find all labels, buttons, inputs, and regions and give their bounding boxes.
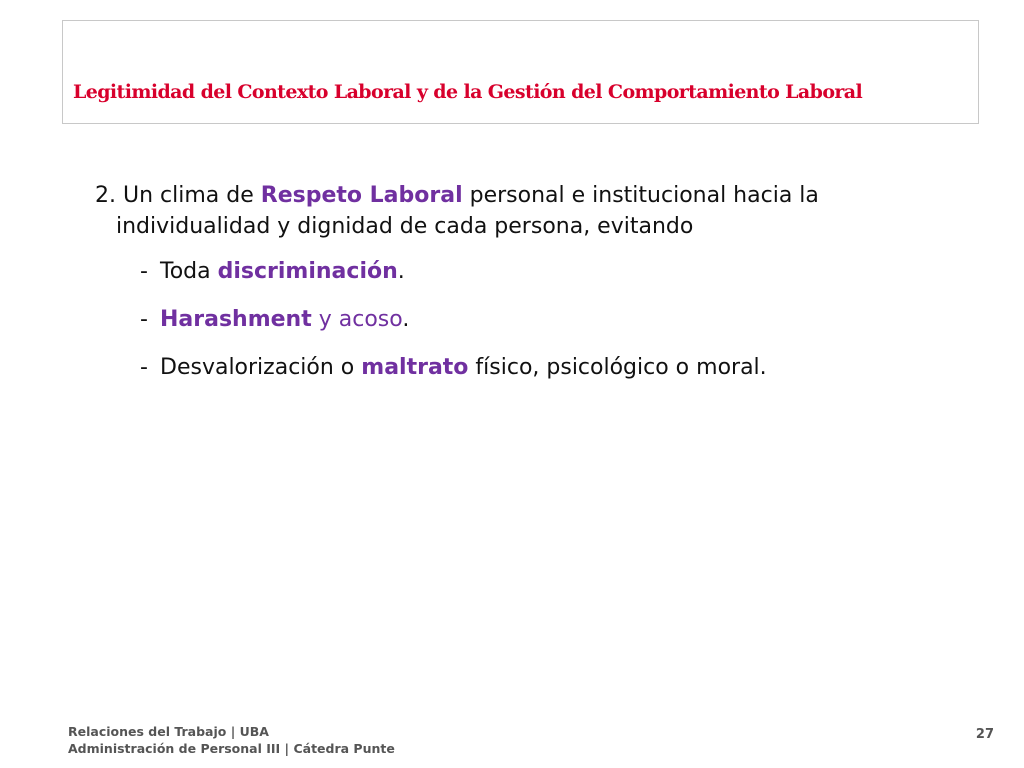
- item-highlight: maltrato: [361, 355, 469, 380]
- footer-line-1: Relaciones del Trabajo | UBA: [68, 724, 269, 739]
- item-highlight-secondary: acoso: [338, 307, 403, 332]
- item-text-before: Desvalorización o: [160, 355, 362, 380]
- list-item: [140, 256, 965, 287]
- slide-footer: [68, 723, 395, 757]
- item-text-before: Toda: [160, 259, 218, 284]
- dash-marker: -: [140, 355, 148, 380]
- footer-line-2: Administración de Personal III | Cátedra Punte: [68, 741, 395, 756]
- item-text-middle: y: [311, 307, 339, 332]
- item-text-after: físico, psicológico o moral.: [468, 355, 767, 380]
- intro-suffix: personal e institucional hacia la individualidad y dignidad de cada persona, evitando: [116, 183, 819, 239]
- intro-paragraph: [95, 180, 965, 242]
- item-highlight: discriminación: [217, 259, 398, 284]
- item-text-after: .: [397, 259, 405, 284]
- list-item: [140, 304, 965, 335]
- item-text-after: .: [402, 307, 410, 332]
- slide-title: Legitimidad del Contexto Laboral y de la Gestión del Comportamiento Laboral: [73, 81, 863, 103]
- bullet-list: [95, 256, 965, 383]
- intro-highlight: Respeto Laboral: [260, 183, 463, 208]
- item-highlight: Harashment: [160, 307, 312, 332]
- page-number: 27: [975, 727, 994, 742]
- intro-prefix: 2. Un clima de: [95, 183, 261, 208]
- slide-title-box: [62, 20, 979, 124]
- dash-marker: -: [140, 259, 148, 284]
- dash-marker: -: [140, 307, 148, 332]
- slide-content: [95, 180, 965, 400]
- list-item: [140, 352, 965, 383]
